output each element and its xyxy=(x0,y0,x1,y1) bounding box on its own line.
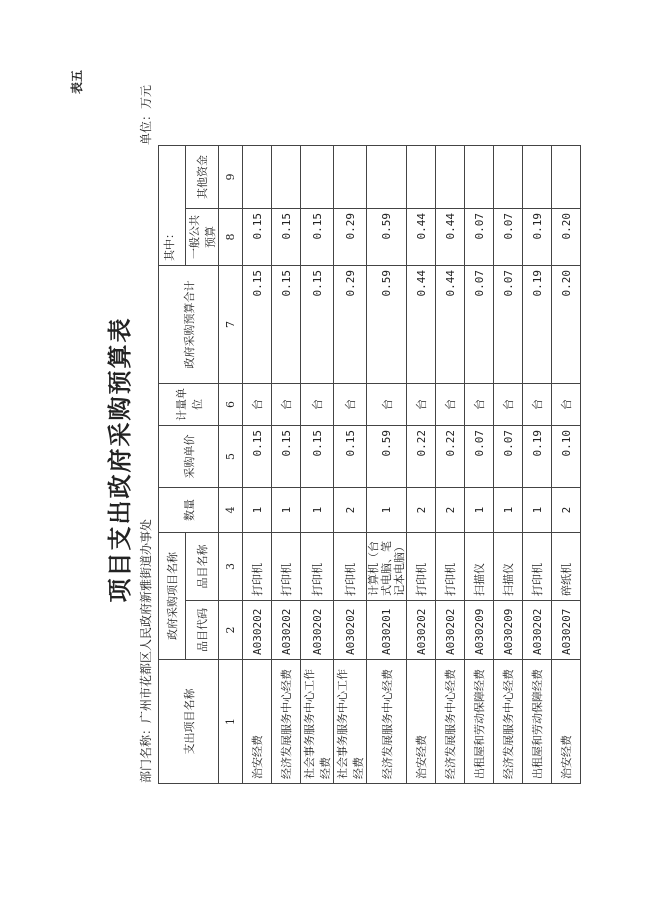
row-item-code: A030201 xyxy=(367,601,407,660)
row-measure-unit: 台 xyxy=(523,384,552,426)
row-project-name: 治安经费 xyxy=(243,660,272,784)
row-item-code: A030207 xyxy=(552,601,581,660)
table-row xyxy=(407,146,436,784)
row-total: 0.07 xyxy=(494,266,523,384)
row-project-name: 出租屋和劳动保障经费 xyxy=(465,660,494,784)
row-project-name: 治安经费 xyxy=(407,660,436,784)
header-of-which: 其中： xyxy=(159,146,186,266)
header-procurement-group: 政府采购项目名称 xyxy=(159,533,186,660)
table-number-label: 表五 xyxy=(70,69,84,94)
table-row xyxy=(272,146,301,784)
row-general-budget: 0.29 xyxy=(334,209,367,266)
row-other-funds xyxy=(272,146,301,209)
row-quantity: 1 xyxy=(523,488,552,533)
row-general-budget: 0.19 xyxy=(523,209,552,266)
column-number: 5 xyxy=(219,426,243,488)
row-quantity: 2 xyxy=(552,488,581,533)
header-item-name: 品目名称 xyxy=(186,533,219,601)
column-number: 9 xyxy=(219,146,243,209)
row-general-budget: 0.59 xyxy=(367,209,407,266)
row-quantity: 1 xyxy=(465,488,494,533)
column-number: 7 xyxy=(219,266,243,384)
row-measure-unit: 台 xyxy=(272,384,301,426)
row-unit-price: 0.07 xyxy=(494,426,523,488)
row-item-code: A030202 xyxy=(523,601,552,660)
row-unit-price: 0.22 xyxy=(407,426,436,488)
row-item-name: 扫描仪 xyxy=(494,533,523,601)
header-measure-unit: 计量单位 xyxy=(159,384,219,426)
row-item-name: 碎纸机 xyxy=(552,533,581,601)
row-project-name: 经济发展服务中心经费 xyxy=(494,660,523,784)
row-general-budget: 0.44 xyxy=(407,209,436,266)
row-total: 0.29 xyxy=(334,266,367,384)
row-total: 0.44 xyxy=(407,266,436,384)
row-quantity: 1 xyxy=(494,488,523,533)
row-other-funds xyxy=(436,146,465,209)
row-general-budget: 0.07 xyxy=(494,209,523,266)
row-other-funds xyxy=(407,146,436,209)
row-project-name: 社会事务服务中心工作经费 xyxy=(301,660,334,784)
row-quantity: 1 xyxy=(301,488,334,533)
column-number: 6 xyxy=(219,384,243,426)
row-total: 0.15 xyxy=(301,266,334,384)
table-row xyxy=(494,146,523,784)
row-measure-unit: 台 xyxy=(243,384,272,426)
row-measure-unit: 台 xyxy=(334,384,367,426)
table-row xyxy=(552,146,581,784)
column-number: 8 xyxy=(219,209,243,266)
row-measure-unit: 台 xyxy=(407,384,436,426)
row-item-code: A030202 xyxy=(301,601,334,660)
row-quantity: 1 xyxy=(243,488,272,533)
row-total: 0.20 xyxy=(552,266,581,384)
header-total: 政府采购预算合计 xyxy=(159,266,219,384)
row-unit-price: 0.19 xyxy=(523,426,552,488)
row-item-code: A030209 xyxy=(465,601,494,660)
row-general-budget: 0.44 xyxy=(436,209,465,266)
row-other-funds xyxy=(367,146,407,209)
row-unit-price: 0.10 xyxy=(552,426,581,488)
table-row xyxy=(523,146,552,784)
table-row xyxy=(436,146,465,784)
row-item-name: 打印机 xyxy=(334,533,367,601)
row-total: 0.44 xyxy=(436,266,465,384)
row-item-name: 打印机 xyxy=(243,533,272,601)
row-item-name: 计算机（台式电脑、笔记本电脑） xyxy=(367,533,407,601)
table-body xyxy=(243,146,581,784)
row-item-name: 打印机 xyxy=(436,533,465,601)
table-row xyxy=(334,146,367,784)
unit-label: 单位：万元 xyxy=(139,84,153,145)
page-title: 项目支出政府采购预算表 xyxy=(105,316,134,603)
header-general-budget: 一般公共预算 xyxy=(186,209,219,266)
row-measure-unit: 台 xyxy=(552,384,581,426)
row-general-budget: 0.15 xyxy=(243,209,272,266)
row-general-budget: 0.20 xyxy=(552,209,581,266)
header-item-code: 品目代码 xyxy=(186,601,219,660)
row-item-code: A030202 xyxy=(272,601,301,660)
row-item-name: 打印机 xyxy=(523,533,552,601)
row-measure-unit: 台 xyxy=(301,384,334,426)
header-quantity: 数量 xyxy=(159,488,219,533)
table-row xyxy=(301,146,334,784)
column-number: 4 xyxy=(219,488,243,533)
row-other-funds xyxy=(243,146,272,209)
table-row xyxy=(367,146,407,784)
row-project-name: 经济发展服务中心经费 xyxy=(436,660,465,784)
row-general-budget: 0.15 xyxy=(272,209,301,266)
row-other-funds xyxy=(552,146,581,209)
row-project-name: 出租屋和劳动保障经费 xyxy=(523,660,552,784)
row-item-name: 打印机 xyxy=(407,533,436,601)
row-quantity: 1 xyxy=(367,488,407,533)
row-other-funds xyxy=(465,146,494,209)
row-unit-price: 0.07 xyxy=(465,426,494,488)
row-project-name: 经济发展服务中心经费 xyxy=(272,660,301,784)
row-other-funds xyxy=(523,146,552,209)
table-row xyxy=(465,146,494,784)
row-quantity: 2 xyxy=(407,488,436,533)
row-item-name: 打印机 xyxy=(272,533,301,601)
procurement-table xyxy=(158,145,581,784)
row-project-name: 社会事务服务中心工作经费 xyxy=(334,660,367,784)
header-other-funds: 其他资金 xyxy=(186,146,219,209)
row-item-code: A030202 xyxy=(334,601,367,660)
row-other-funds xyxy=(301,146,334,209)
column-number: 3 xyxy=(219,533,243,601)
row-item-code: A030209 xyxy=(494,601,523,660)
row-measure-unit: 台 xyxy=(436,384,465,426)
row-unit-price: 0.15 xyxy=(243,426,272,488)
row-total: 0.59 xyxy=(367,266,407,384)
row-measure-unit: 台 xyxy=(494,384,523,426)
row-unit-price: 0.15 xyxy=(272,426,301,488)
row-unit-price: 0.15 xyxy=(334,426,367,488)
row-quantity: 2 xyxy=(334,488,367,533)
row-quantity: 2 xyxy=(436,488,465,533)
row-item-name: 扫描仪 xyxy=(465,533,494,601)
row-general-budget: 0.07 xyxy=(465,209,494,266)
table-row xyxy=(243,146,272,784)
row-general-budget: 0.15 xyxy=(301,209,334,266)
column-number: 1 xyxy=(219,660,243,784)
row-unit-price: 0.59 xyxy=(367,426,407,488)
header-unit-price: 采购单价 xyxy=(159,426,219,488)
row-total: 0.15 xyxy=(243,266,272,384)
row-other-funds xyxy=(334,146,367,209)
row-other-funds xyxy=(494,146,523,209)
row-unit-price: 0.15 xyxy=(301,426,334,488)
row-item-name: 打印机 xyxy=(301,533,334,601)
department-name: 部门名称：广州市花都区人民政府新雅街道办事处 xyxy=(139,518,153,783)
row-item-code: A030202 xyxy=(407,601,436,660)
row-item-code: A030202 xyxy=(243,601,272,660)
row-project-name: 经济发展服务中心经费 xyxy=(367,660,407,784)
row-total: 0.15 xyxy=(272,266,301,384)
row-measure-unit: 台 xyxy=(465,384,494,426)
column-number: 2 xyxy=(219,601,243,660)
header-project-name: 支出项目名称 xyxy=(159,660,219,784)
row-total: 0.19 xyxy=(523,266,552,384)
row-unit-price: 0.22 xyxy=(436,426,465,488)
row-project-name: 治安经费 xyxy=(552,660,581,784)
row-quantity: 1 xyxy=(272,488,301,533)
row-measure-unit: 台 xyxy=(367,384,407,426)
row-total: 0.07 xyxy=(465,266,494,384)
row-item-code: A030202 xyxy=(436,601,465,660)
